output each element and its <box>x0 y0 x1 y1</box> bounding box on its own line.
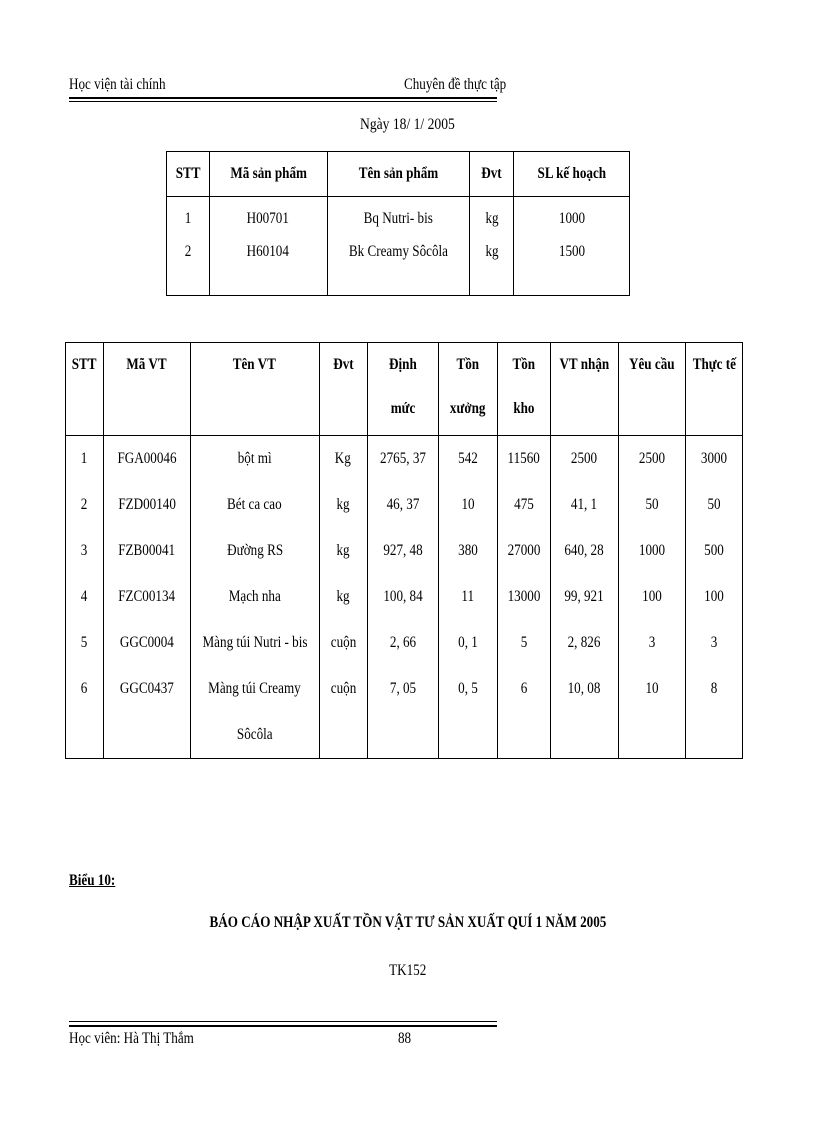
cell: 3 <box>81 542 88 559</box>
footer-rule <box>69 1025 497 1027</box>
header-rule-thin <box>69 101 497 102</box>
cell: Màng túi Creamy Sôcôla <box>190 666 319 759</box>
table-row <box>66 666 743 759</box>
cell: 475 <box>497 482 550 528</box>
cell: 0, 1 <box>438 620 497 666</box>
table-row <box>167 241 630 296</box>
cell: 10, 08 <box>551 666 619 759</box>
cell: Mạch nha <box>190 574 319 620</box>
cell: 3 <box>686 620 743 666</box>
table-row <box>66 482 743 528</box>
col-header: Đvt <box>319 343 367 436</box>
cell: 11560 <box>497 436 550 483</box>
cell: 1000 <box>618 528 685 574</box>
cell: 2765, 37 <box>367 436 438 483</box>
cell: kg <box>319 482 367 528</box>
cell: 50 <box>618 482 685 528</box>
col-header: Yêu cầu <box>618 343 685 436</box>
section-label: Biểu 10: <box>69 872 116 889</box>
cell: 100 <box>686 574 743 620</box>
cell: cuộn <box>319 620 367 666</box>
cell: 100, 84 <box>367 574 438 620</box>
cell: 2 <box>81 496 88 513</box>
cell: 2500 <box>618 436 685 483</box>
cell: 99, 921 <box>551 574 619 620</box>
cell: FGA00046 <box>103 436 190 483</box>
col-header: Tồn kho <box>497 343 550 436</box>
col-header: Thực tế <box>686 343 743 436</box>
header-institution: Học viện tài chính <box>69 76 166 93</box>
cell: 3 <box>618 620 685 666</box>
cell: 5 <box>81 634 88 651</box>
cell: 6 <box>497 666 550 759</box>
table-row <box>66 528 743 574</box>
cell: 3000 <box>686 436 743 483</box>
cell: 100 <box>618 574 685 620</box>
table-row <box>167 197 630 242</box>
cell: 2, 826 <box>551 620 619 666</box>
col-header: Tên sản phẩm <box>327 152 470 197</box>
cell: kg <box>470 241 514 296</box>
cell: 500 <box>686 528 743 574</box>
cell: 2 <box>184 243 192 260</box>
cell: Màng túi Nutri - bis <box>190 620 319 666</box>
col-header: STT <box>167 152 210 197</box>
cell: 1 <box>81 450 88 467</box>
cell: 50 <box>686 482 743 528</box>
header-topic: Chuyên đề thực tập <box>404 76 507 93</box>
cell: 380 <box>438 528 497 574</box>
cell: GGC0437 <box>103 666 190 759</box>
products-header-row <box>167 152 630 197</box>
col-header: SL kế hoạch <box>514 152 630 197</box>
cell: 8 <box>686 666 743 759</box>
header-rule <box>69 97 497 99</box>
cell: Kg <box>319 436 367 483</box>
footer-rule-thin <box>69 1021 497 1022</box>
date-line: Ngày 18/ 1/ 2005 <box>360 116 455 133</box>
cell: 0, 5 <box>438 666 497 759</box>
cell: kg <box>319 528 367 574</box>
col-header: Mã sản phẩm <box>209 152 327 197</box>
cell: 2, 66 <box>367 620 438 666</box>
cell: H00701 <box>209 197 327 242</box>
products-table <box>166 151 630 296</box>
table-row <box>66 574 743 620</box>
cell: FZB00041 <box>103 528 190 574</box>
cell: 927, 48 <box>367 528 438 574</box>
cell: H60104 <box>209 241 327 296</box>
cell: 2500 <box>551 436 619 483</box>
cell: Đường RS <box>190 528 319 574</box>
cell: bột mì <box>190 436 319 483</box>
col-header: Mã VT <box>103 343 190 436</box>
col-header: Tồn xưởng <box>438 343 497 436</box>
cell: 1500 <box>514 241 630 296</box>
cell: 10 <box>618 666 685 759</box>
cell: Bq Nutri- bis <box>327 197 470 242</box>
cell: 4 <box>81 588 88 605</box>
cell: cuộn <box>319 666 367 759</box>
cell: 41, 1 <box>551 482 619 528</box>
materials-table <box>65 342 743 759</box>
cell: 5 <box>497 620 550 666</box>
cell: FZC00134 <box>103 574 190 620</box>
cell: 46, 37 <box>367 482 438 528</box>
col-header: VT nhận <box>551 343 619 436</box>
cell: 1000 <box>514 197 630 242</box>
cell: FZD00140 <box>103 482 190 528</box>
table-row <box>66 436 743 483</box>
table-row <box>66 620 743 666</box>
cell: 1 <box>184 210 192 227</box>
cell: 10 <box>438 482 497 528</box>
cell: Bét ca cao <box>190 482 319 528</box>
materials-header-row <box>66 343 743 436</box>
cell: 7, 05 <box>367 666 438 759</box>
cell: 640, 28 <box>551 528 619 574</box>
cell: Bk Creamy Sôcôla <box>327 241 470 296</box>
cell: 13000 <box>497 574 550 620</box>
page-number: 88 <box>398 1030 412 1047</box>
cell: kg <box>470 197 514 242</box>
cell: 542 <box>438 436 497 483</box>
cell: kg <box>319 574 367 620</box>
cell: GGC0004 <box>103 620 190 666</box>
col-header: Tên VT <box>190 343 319 436</box>
col-header: Định mức <box>367 343 438 436</box>
account-code: TK152 <box>389 962 427 979</box>
col-header: STT <box>66 343 104 436</box>
cell: 6 <box>81 680 88 697</box>
cell: 11 <box>438 574 497 620</box>
cell: 27000 <box>497 528 550 574</box>
footer-student: Học viên: Hà Thị Thắm <box>69 1030 194 1047</box>
report-title: BÁO CÁO NHẬP XUẤT TỒN VẬT TƯ SẢN XUẤT QUÍ 1 NĂM 2005 <box>209 914 607 931</box>
col-header: Đvt <box>470 152 514 197</box>
